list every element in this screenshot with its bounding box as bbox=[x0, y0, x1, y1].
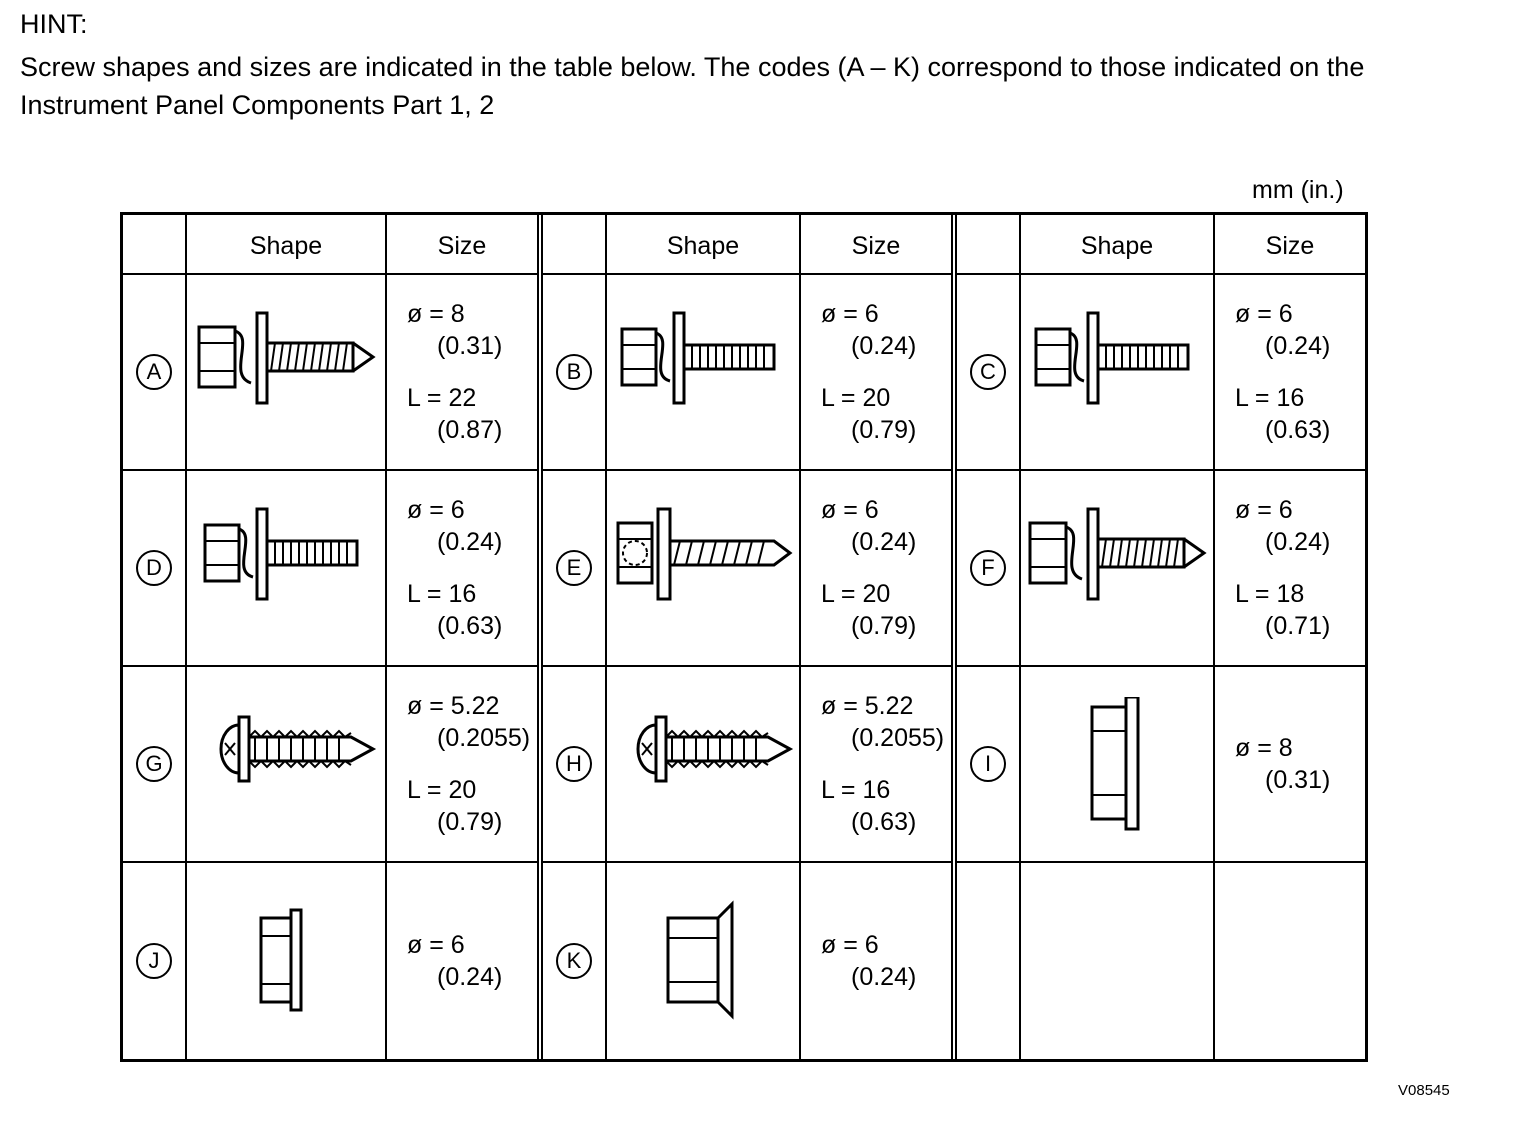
length-value: L = 22 bbox=[407, 384, 477, 412]
length-inch-value: (0.63) bbox=[851, 808, 917, 836]
shape-cell bbox=[187, 275, 387, 471]
code-cell bbox=[543, 667, 607, 863]
shape-cell bbox=[607, 471, 801, 667]
size-header-cell bbox=[801, 215, 951, 275]
length-inch-value: (0.63) bbox=[437, 612, 503, 640]
pan-head-tapping-screw-icon bbox=[608, 697, 798, 831]
size-header: Size bbox=[851, 231, 901, 260]
length-value: L = 20 bbox=[821, 580, 891, 608]
shape-cell bbox=[1021, 471, 1215, 667]
code-header-cell bbox=[957, 215, 1021, 275]
shape-header-cell bbox=[607, 215, 801, 275]
diameter-inch-value: (0.2055) bbox=[437, 724, 531, 752]
screw-table bbox=[120, 212, 1368, 1062]
shape-cell bbox=[1021, 275, 1215, 471]
code-label: G bbox=[136, 746, 172, 782]
hex-bolt-washer-pointed-icon bbox=[1022, 501, 1212, 635]
size-cell bbox=[1215, 471, 1365, 667]
size-header: Size bbox=[1265, 231, 1315, 260]
length-inch-value: (0.79) bbox=[851, 612, 917, 640]
document-code: V08545 bbox=[1398, 1082, 1450, 1099]
diameter-value: ø = 6 bbox=[407, 496, 465, 524]
hex-bolt-washer-icon bbox=[608, 305, 798, 439]
size-header-cell bbox=[387, 215, 537, 275]
table-panel bbox=[951, 215, 1365, 1059]
shape-cell bbox=[1021, 667, 1215, 863]
diameter-inch-value: (0.2055) bbox=[851, 724, 945, 752]
shape-header: Shape bbox=[666, 231, 740, 260]
diameter-value: ø = 6 bbox=[407, 931, 465, 959]
code-label: A bbox=[136, 354, 172, 390]
diameter-inch-value: (0.24) bbox=[1265, 332, 1331, 360]
length-inch-value: (0.79) bbox=[851, 416, 917, 444]
diameter-inch-value: (0.31) bbox=[1265, 766, 1331, 794]
hex-bolt-washer-pointed-icon bbox=[191, 305, 381, 439]
code-cell bbox=[123, 667, 187, 863]
size-cell bbox=[1215, 863, 1365, 1059]
code-cell bbox=[957, 667, 1021, 863]
diameter-inch-value: (0.24) bbox=[437, 963, 503, 991]
diameter-value: ø = 6 bbox=[821, 496, 879, 524]
shape-cell bbox=[607, 275, 801, 471]
diameter-inch-value: (0.24) bbox=[851, 963, 917, 991]
table-panel bbox=[123, 215, 537, 1059]
code-label: K bbox=[556, 943, 592, 979]
diameter-value: ø = 6 bbox=[1235, 300, 1293, 328]
length-inch-value: (0.71) bbox=[1265, 612, 1331, 640]
code-header-cell bbox=[123, 215, 187, 275]
table-panel bbox=[537, 215, 951, 1059]
flange-nut-icon bbox=[1022, 697, 1212, 831]
code-label: C bbox=[970, 354, 1006, 390]
length-value: L = 16 bbox=[821, 776, 891, 804]
code-cell bbox=[957, 275, 1021, 471]
code-cell bbox=[123, 471, 187, 667]
size-cell bbox=[1215, 667, 1365, 863]
shape-cell bbox=[1021, 863, 1215, 1059]
code-cell bbox=[957, 863, 1021, 1059]
diameter-value: ø = 6 bbox=[821, 300, 879, 328]
shape-cell bbox=[187, 863, 387, 1059]
length-value: L = 18 bbox=[1235, 580, 1305, 608]
size-cell bbox=[801, 471, 951, 667]
code-label: D bbox=[136, 550, 172, 586]
diameter-value: ø = 8 bbox=[1235, 734, 1293, 762]
size-cell bbox=[801, 275, 951, 471]
length-inch-value: (0.79) bbox=[437, 808, 503, 836]
size-cell bbox=[1215, 275, 1365, 471]
shape-cell bbox=[607, 863, 801, 1059]
shape-header-cell bbox=[1021, 215, 1215, 275]
shape-header: Shape bbox=[1080, 231, 1154, 260]
diameter-value: ø = 8 bbox=[407, 300, 465, 328]
code-label: H bbox=[556, 746, 592, 782]
diameter-inch-value: (0.24) bbox=[1265, 528, 1331, 556]
hint-text: Screw shapes and sizes are indicated in the table below. The codes (A – K) correspond to those indicated on the Instrument Panel Components Part 1, 2 bbox=[20, 52, 1365, 120]
diameter-inch-value: (0.24) bbox=[851, 528, 917, 556]
code-label: J bbox=[136, 943, 172, 979]
small-flange-nut-icon bbox=[191, 894, 381, 1028]
shape-cell bbox=[187, 667, 387, 863]
size-cell bbox=[801, 863, 951, 1059]
hex-tapping-screw-icon bbox=[608, 501, 798, 635]
size-cell bbox=[387, 471, 537, 667]
code-label: B bbox=[556, 354, 592, 390]
code-label: E bbox=[556, 550, 592, 586]
hex-bolt-washer-icon bbox=[1022, 305, 1212, 439]
code-cell bbox=[123, 863, 187, 1059]
pan-head-tapping-screw-icon bbox=[191, 697, 381, 831]
diameter-value: ø = 5.22 bbox=[821, 692, 914, 720]
length-value: L = 20 bbox=[821, 384, 891, 412]
diameter-value: ø = 5.22 bbox=[407, 692, 500, 720]
length-inch-value: (0.87) bbox=[437, 416, 503, 444]
size-cell bbox=[801, 667, 951, 863]
diameter-inch-value: (0.24) bbox=[437, 528, 503, 556]
code-cell bbox=[543, 275, 607, 471]
code-label: F bbox=[970, 550, 1006, 586]
size-header-cell bbox=[1215, 215, 1365, 275]
diameter-value: ø = 6 bbox=[1235, 496, 1293, 524]
code-header-cell bbox=[543, 215, 607, 275]
size-cell bbox=[387, 275, 537, 471]
code-cell bbox=[543, 863, 607, 1059]
code-cell bbox=[123, 275, 187, 471]
large-flange-nut-icon bbox=[608, 894, 798, 1028]
shape-header: Shape bbox=[249, 231, 323, 260]
code-cell bbox=[543, 471, 607, 667]
length-value: L = 20 bbox=[407, 776, 477, 804]
hint-title: HINT: bbox=[20, 9, 88, 39]
length-value: L = 16 bbox=[1235, 384, 1305, 412]
length-inch-value: (0.63) bbox=[1265, 416, 1331, 444]
shape-header-cell bbox=[187, 215, 387, 275]
size-cell bbox=[387, 667, 537, 863]
diameter-inch-value: (0.31) bbox=[437, 332, 503, 360]
diameter-value: ø = 6 bbox=[821, 931, 879, 959]
diameter-inch-value: (0.24) bbox=[851, 332, 917, 360]
unit-label: mm (in.) bbox=[1252, 176, 1344, 204]
code-label: I bbox=[970, 746, 1006, 782]
code-cell bbox=[957, 471, 1021, 667]
size-header: Size bbox=[437, 231, 487, 260]
shape-cell bbox=[607, 667, 801, 863]
length-value: L = 16 bbox=[407, 580, 477, 608]
hex-bolt-washer-icon bbox=[191, 501, 381, 635]
size-cell bbox=[387, 863, 537, 1059]
shape-cell bbox=[187, 471, 387, 667]
